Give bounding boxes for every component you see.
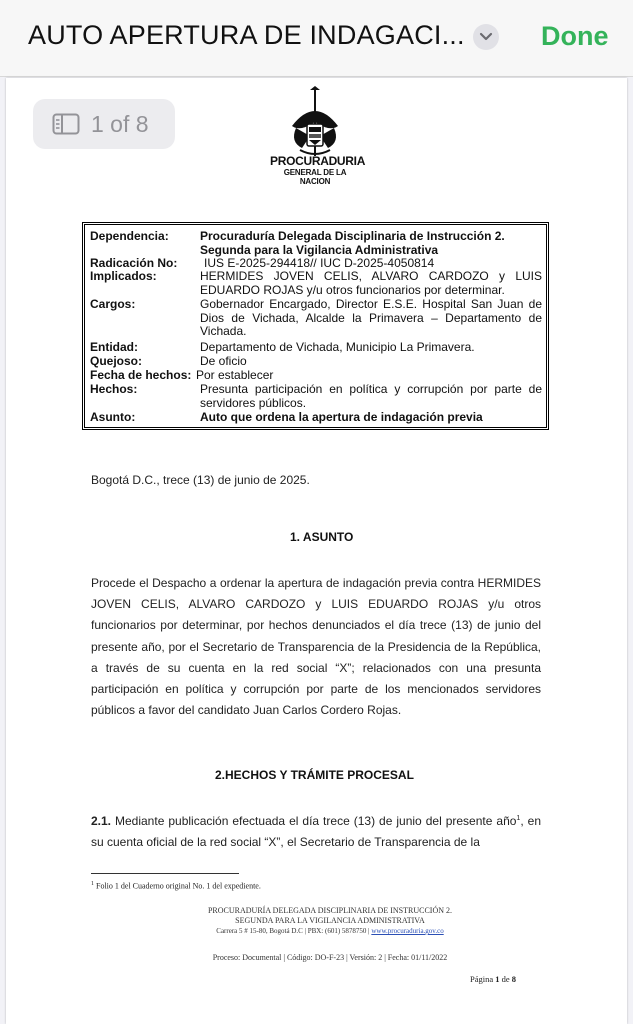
info-value-line: Presunta participación en política y corrupción por parte de — [200, 382, 542, 396]
info-value-line: HERMIDES JOVEN CELIS, ALVARO CARDOZO y LUIS — [200, 269, 542, 283]
info-value-line: Dios de Vichada, Alcalde la Primavera – Departamento de — [200, 310, 542, 325]
section-1-heading: 1. ASUNTO — [290, 530, 354, 544]
document-title: AUTO APERTURA DE INDAGACI... — [28, 20, 465, 50]
footer-process-line: Proceso: Documental | Código: DO-F-23 | Versión: 2 | Fecha: 01/11/2022 — [212, 953, 448, 962]
info-value-line: Vichada. — [200, 324, 247, 338]
section-1-paragraph: Procede el Despacho a ordenar la apertura de indagación previa contra HERMIDES JOVEN CELIS, ALVARO CARDOZO y LUIS EDUARDO ROJAS y/u otros funcionarios por determinar, por hechos denunciados el día trece (13) de junio del presente año, por el Secretario de Transparencia de la Presidencia de la República, a través de su cuenta en la red social “X”; relacionados con una presunta participación en política y corrupción por parte de los mencionados servidores públicos a favor del candidato Juan Carlos Cordero Rojas. — [91, 576, 541, 718]
page-number-current: 1 — [495, 974, 500, 984]
info-value-line: Segunda para la Vigilancia Administrativa — [200, 242, 439, 257]
info-value-line: Procuraduría Delegada Disciplinaria de Instrucción 2. — [200, 229, 505, 243]
info-value: Departamento de Vichada, Municipio La Primavera. — [200, 340, 475, 354]
info-label: Fecha de hechos: — [90, 368, 192, 382]
section-2-heading: 2.HECHOS Y TRÁMITE PROCESAL — [215, 768, 414, 782]
info-value: De oficio — [200, 354, 247, 368]
footer-address — [150, 926, 510, 936]
logo-subtitle: GENERAL DE LA NACION — [283, 168, 347, 186]
page-number-middle: de — [499, 974, 512, 984]
footnote — [91, 881, 261, 891]
paragraph-text: , en su cuenta oficial de la red social “X”, el Secretario de Transparencia de la — [91, 814, 541, 850]
done-button[interactable]: Done — [541, 21, 609, 51]
page-number — [470, 974, 516, 984]
paragraph-2-1 — [91, 808, 541, 853]
info-value-line: EDUARDO ROJAS y/u otros funcionarios por determinar. — [200, 282, 505, 297]
logo-title: PROCURADURIA — [270, 154, 366, 168]
chevron-down-icon — [479, 32, 493, 42]
paragraph-text: Mediante publicación efectuada el día trece (13) de junio del presente año — [111, 814, 517, 828]
page-indicator[interactable] — [33, 99, 175, 149]
info-value: Auto que ordena la apertura de indagación previa — [200, 410, 483, 424]
footnote-text: Folio 1 del Cuaderno original No. 1 del expediente. — [94, 881, 261, 891]
info-value-line: Gobernador Encargado, Director E.S.E. Hospital San Juan de — [200, 297, 542, 311]
footer-address-text: Carrera 5 # 15-80, Bogotá D.C | PBX: (601) 5878750 | — [216, 927, 372, 935]
info-label: Radicación No: — [90, 256, 178, 270]
date-line: Bogotá D.C., trece (13) de junio de 2025. — [91, 473, 310, 487]
page-indicator-label: 1 of 8 — [91, 111, 149, 137]
footer-line: PROCURADURÍA DELEGADA DISCIPLINARIA DE INSTRUCCIÓN 2. — [207, 906, 452, 915]
footnote-ref[interactable]: 1 — [516, 815, 521, 822]
footer-block — [150, 906, 510, 936]
sidebar-icon — [52, 113, 80, 135]
paragraph-number: 2.1. — [91, 814, 112, 828]
footnote-divider — [91, 873, 239, 874]
footer-website-link[interactable]: www.procuraduria.gov.co — [371, 927, 444, 935]
title-menu-button[interactable] — [473, 24, 499, 50]
info-label: Dependencia: — [90, 229, 169, 243]
info-label: Asunto: — [90, 410, 136, 424]
info-label: Cargos: — [90, 297, 136, 311]
footnote-number: 1 — [91, 881, 94, 887]
info-value — [200, 298, 542, 339]
info-label: Hechos: — [90, 382, 138, 396]
info-label: Quejoso: — [90, 354, 143, 368]
page-number-total: 8 — [511, 974, 517, 984]
footer-line: SEGUNDA PARA LA VIGILANCIA ADMINISTRATIVA — [235, 916, 425, 925]
info-value — [200, 270, 542, 297]
info-value: Por establecer — [196, 368, 274, 382]
page-number-prefix: Página — [470, 974, 496, 984]
info-value — [200, 230, 542, 257]
top-bar — [0, 0, 633, 77]
info-label: Implicados: — [90, 269, 157, 283]
info-value — [200, 383, 542, 410]
info-value: IUS E-2025-294418// IUC D-2025-4050814 — [204, 256, 435, 270]
info-label: Entidad: — [90, 340, 138, 354]
info-value-line: servidores públicos. — [200, 395, 307, 410]
